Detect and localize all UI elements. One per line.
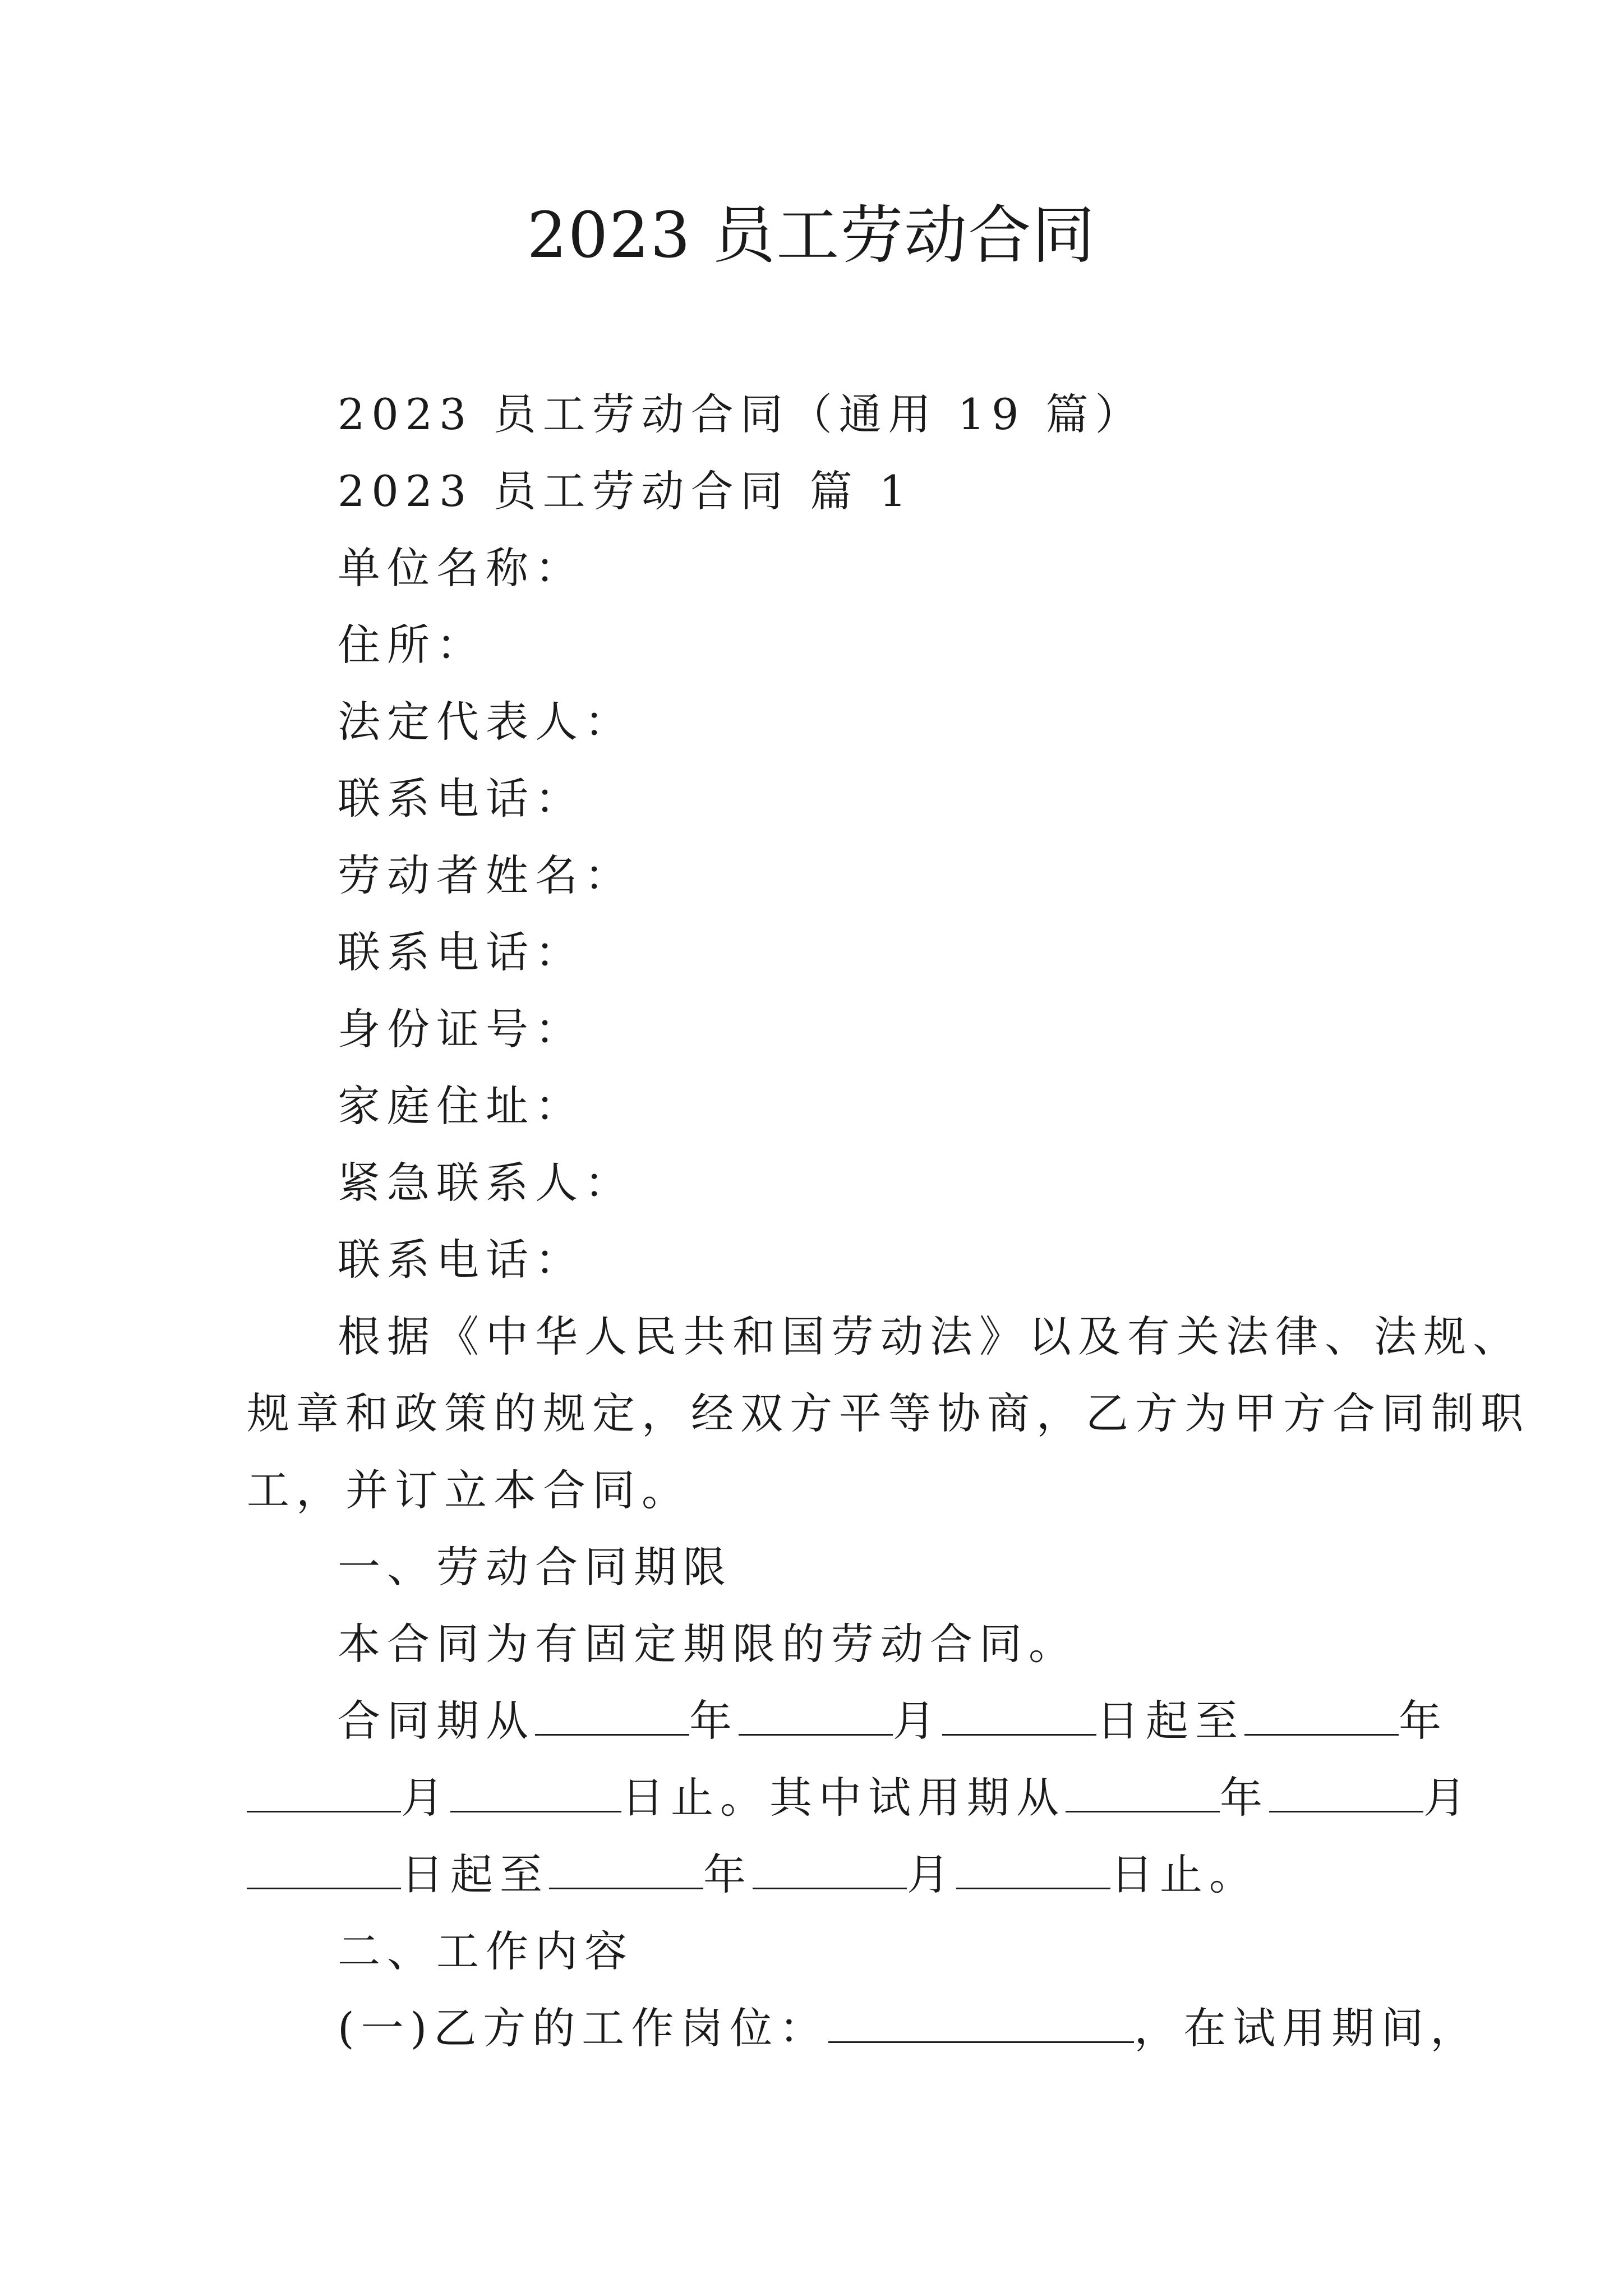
- blank-end-day[interactable]: [450, 1766, 621, 1812]
- field-phone-worker: 联系电话：: [338, 927, 584, 977]
- blank-probation-start-day[interactable]: [247, 1843, 401, 1889]
- section-2-item-1: [247, 1990, 1480, 2067]
- section-2-heading: 二、工作内容: [338, 1926, 634, 1976]
- intro-line-2: 规章和政策的规定，经双方平等协商，乙方为甲方合同制职: [247, 1388, 1530, 1438]
- field-phone-emergency: 联系电话：: [338, 1235, 584, 1285]
- blank-start-month[interactable]: [739, 1689, 893, 1736]
- day-to-label: 日止。: [1110, 1849, 1258, 1899]
- field-home-address: 家庭住址：: [338, 1081, 584, 1131]
- year-label: 年: [703, 1849, 753, 1899]
- document-body: [247, 376, 1530, 2067]
- month-label: 月: [907, 1849, 956, 1899]
- blank-probation-end-year[interactable]: [549, 1843, 703, 1889]
- blank-probation-start-year[interactable]: [1066, 1766, 1220, 1812]
- blank-probation-start-month[interactable]: [1269, 1766, 1423, 1812]
- field-phone-employer: 联系电话：: [338, 774, 584, 823]
- month-label: 月: [893, 1696, 942, 1746]
- section-1-heading: 一、劳动合同期限: [338, 1542, 732, 1592]
- job-position-label: (一)乙方的工作岗位：: [338, 2003, 829, 2053]
- field-worker-name: 劳动者姓名：: [338, 850, 634, 900]
- contract-period-line-1: [247, 1682, 1448, 1759]
- year-label: 年: [1220, 1773, 1269, 1823]
- field-id-number: 身份证号：: [338, 1004, 584, 1054]
- day-from-label: 日起至: [1096, 1696, 1244, 1746]
- intro-line-3: 工，并订立本合同。: [247, 1465, 691, 1515]
- section-1-text: 本合同为有固定期限的劳动合同。: [338, 1619, 1078, 1669]
- field-address: 住所：: [338, 620, 486, 670]
- blank-start-day[interactable]: [942, 1689, 1096, 1736]
- blank-end-year[interactable]: [1244, 1689, 1399, 1736]
- field-unit-name: 单位名称：: [338, 543, 584, 593]
- document-title: 2023 员工劳动合同: [527, 199, 1096, 272]
- year-label: 年: [1399, 1696, 1448, 1746]
- blank-probation-end-month[interactable]: [753, 1843, 907, 1889]
- contract-period-line-2: [247, 1759, 1473, 1836]
- blank-probation-end-day[interactable]: [956, 1843, 1110, 1889]
- field-emergency-contact: 紧急联系人：: [338, 1158, 634, 1208]
- section-title: 2023 员工劳动合同 篇 1: [338, 466, 914, 516]
- field-legal-rep: 法定代表人：: [338, 697, 634, 747]
- subtitle: 2023 员工劳动合同（通用 19 篇）: [338, 389, 1145, 439]
- month-label: 月: [1423, 1773, 1473, 1823]
- month-label: 月: [401, 1773, 450, 1823]
- contract-period-line-3: [247, 1836, 1402, 1913]
- year-label: 年: [689, 1696, 739, 1746]
- blank-job-position[interactable]: [828, 1996, 1134, 2043]
- intro-line-1: 根据《中华人民共和国劳动法》以及有关法律、法规、: [338, 1312, 1522, 1361]
- probation-label: 日止。其中试用期从: [621, 1773, 1066, 1823]
- blank-start-year[interactable]: [535, 1689, 689, 1736]
- probation-tail: ，在试用期间，: [1134, 2003, 1480, 2053]
- day-from-label: 日起至: [401, 1849, 549, 1899]
- blank-end-month[interactable]: [247, 1766, 401, 1812]
- period-from-label: 合同期从: [338, 1696, 535, 1746]
